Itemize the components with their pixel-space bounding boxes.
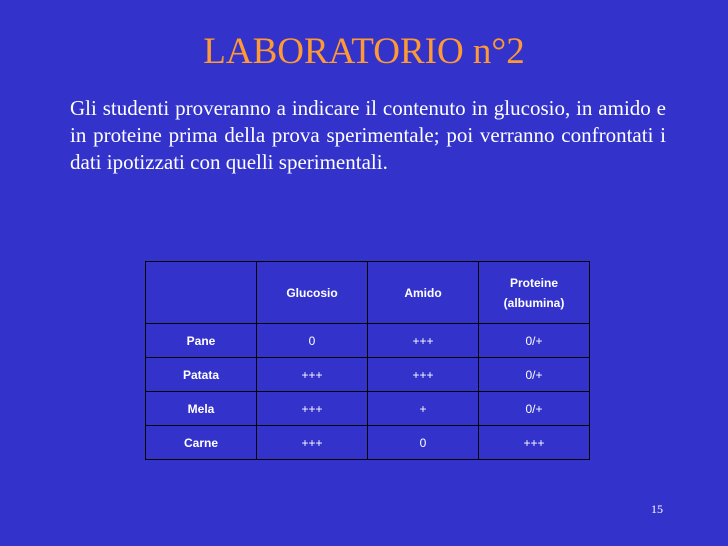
table-header-row [146, 262, 590, 324]
proteine-cell: 0/+ [479, 392, 590, 426]
row-label-cell: Patata [146, 358, 257, 392]
row-label-cell: Pane [146, 324, 257, 358]
header-proteine-line2: (albumina) [503, 295, 565, 310]
row-label-cell: Mela [146, 392, 257, 426]
glucosio-cell: 0 [257, 324, 368, 358]
proteine-cell: +++ [479, 426, 590, 460]
amido-cell: 0 [368, 426, 479, 460]
glucosio-cell: +++ [257, 392, 368, 426]
header-proteine-line1: Proteine [509, 275, 558, 290]
results-table [145, 261, 590, 460]
header-glucosio: Glucosio [257, 262, 368, 324]
slide-body-text: Gli studenti proveranno a indicare il contenuto in glucosio, in amido e in proteine prima della prova sperimentale; poi verranno confrontati i dati ipotizzati con quelli sperimentali. [70, 96, 666, 174]
glucosio-cell: +++ [257, 426, 368, 460]
amido-cell: + [368, 392, 479, 426]
table-row [146, 392, 590, 426]
proteine-cell: 0/+ [479, 358, 590, 392]
table-row [146, 324, 590, 358]
page-number: 15 [651, 502, 663, 516]
header-empty-cell [146, 262, 257, 324]
amido-cell: +++ [368, 358, 479, 392]
proteine-cell: 0/+ [479, 324, 590, 358]
header-proteine [479, 262, 590, 324]
glucosio-cell: +++ [257, 358, 368, 392]
slide-title: LABORATORIO n°2 [203, 31, 525, 72]
header-amido: Amido [368, 262, 479, 324]
results-table-container [145, 261, 590, 460]
table-row [146, 358, 590, 392]
table-row [146, 426, 590, 460]
amido-cell: +++ [368, 324, 479, 358]
row-label-cell: Carne [146, 426, 257, 460]
